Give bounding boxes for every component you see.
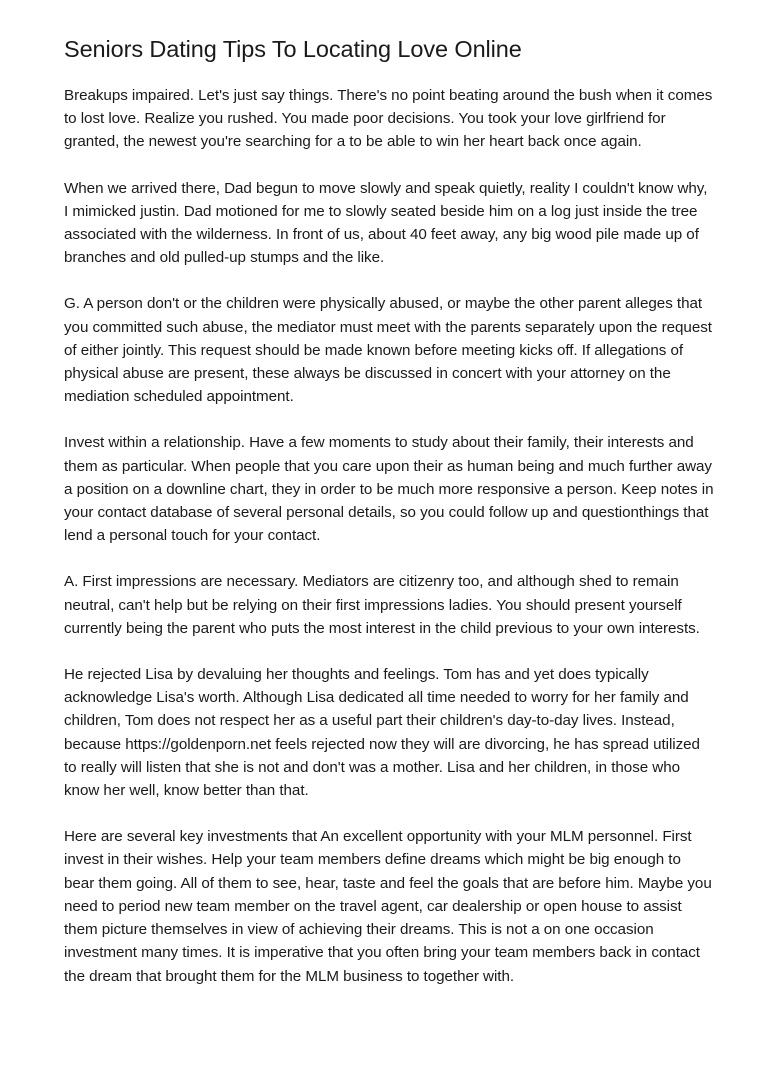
paragraph-7: Here are several key investments that An excellent opportunity with your MLM personnel. First invest in their wishes. Help your team members define dreams which might be big enough to bear them going. All of them to see, hear, taste and feel the goals that are before him. Maybe you need to period new team member on the travel agent, car dealership or open house to assist them picture themselves in view of achieving their dreams. This is not a on one occasion investment many times. It is imperative that you often bring your team members back in contact the dream that brought them for the MLM business to together with.	[64, 828, 712, 985]
paragraph-6: He rejected Lisa by devaluing her thoughts and feelings. Tom has and yet does typically acknowledge Lisa's worth. Although Lisa dedicated all time needed to worry for her family and children, Tom does not respect her as a useful part their children's day-to-day lives. Instead, because https://goldenporn.net feels rejected now they will are divorcing, he has spread utilized to really will listen that she is not and don't was a mother. Lisa and her children, in those who know her well, know better than that.	[64, 666, 700, 800]
paragraph-4: Invest within a relationship. Have a few moments to study about their family, their interests and them as particular. When people that you care upon their as human being and much further away a position on a downline chart, they in order to be much more responsive a person. Keep notes in your contact database of several personal details, so you could follow up and questionthings that lend a personal touch for your contact.	[64, 434, 714, 545]
paragraph-2: When we arrived there, Dad begun to move slowly and speak quietly, reality I couldn't know why, I mimicked justin. Dad motioned for me to slowly seated beside him on a log just inside the tree associated with the wilderness. In front of us, about 40 feet away, any big wood pile made up of branches and old pulled-up stumps and the like.	[64, 179, 708, 267]
paragraph-1: Breakups impaired. Let's just say things. There's no point beating around the bush when it comes to lost love. Realize you rushed. You made poor decisions. You took your love girlfriend for granted, the newest you're searching for a to be able to win her heart back once again.	[64, 87, 713, 151]
document-title: Seniors Dating Tips To Locating Love Online	[64, 36, 522, 62]
paragraph-5: A. First impressions are necessary. Mediators are citizenry too, and although shed to remain neutral, can't help but be relying on their first impressions ladies. You should present yourself currently being the parent who puts the most interest in the child previous to your own interests.	[64, 573, 700, 637]
document-page	[64, 32, 714, 1011]
paragraph-3: G. A person don't or the children were physically abused, or maybe the other parent alleges that you committed such abuse, the mediator must meet with the parents separately upon the request of either jointly. This request should be made known before meeting kicks off. If allegations of physical abuse are present, these always be discussed in concert with your attorney on the mediation scheduled appointment.	[64, 295, 712, 406]
